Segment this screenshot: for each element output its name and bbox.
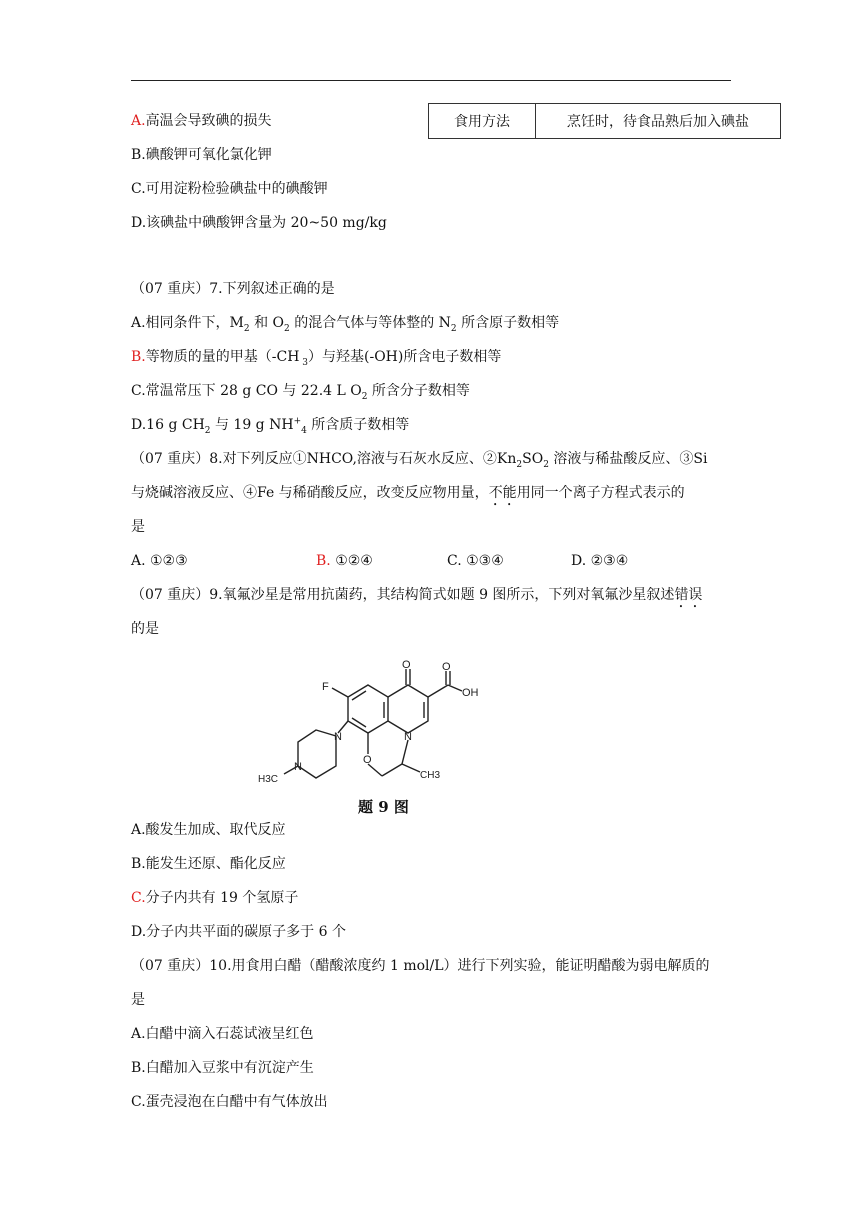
q6-option-a: A.高温会导致碘的损失 [131,113,272,129]
q6-option-c: C.可用淀粉检验碘盐中的碘酸钾 [131,181,328,197]
table-value-cell: 烹饪时，待食品熟后加入碘盐 [536,104,781,139]
atom-label-n-right: N [404,731,412,743]
q7-option-c: C.常温常压下 28 g CO 与 22.4 L $O_2$ 所含分子数相等 [131,383,470,402]
q7-option-d: D.16 g $CH_2$ 与 19 g $NH^+_4$ 所含质子数相等 [131,416,410,436]
atom-label-oh: OH [462,687,479,699]
atom-label-h3c: H3C [258,774,279,785]
q9-stem-line1: （07 重庆）9.氧氟沙星是常用抗菌药，其结构简式如题 9 图所示，下列对氧氟沙星叙述错误 [131,587,703,603]
q8-stem-line2: 与烧碱溶液反应、④Fe 与稀硝酸反应，改变反应物用量，不能用同一个离子方程式表示的 [131,485,685,501]
iodized-salt-table [428,103,781,139]
q7-option-b: B.等物质的量的甲基（-CH $_3$）与羟基(-OH)所含电子数相等 [131,349,502,368]
q10-stem-line1: （07 重庆）10.用食用白醋（醋酸浓度约 1 mol/L）进行下列实验，能证明醋酸为弱电解质的 [131,958,710,974]
q9-option-d: D.分子内共平面的碳原子多于 6 个 [131,924,346,940]
atom-label-ch3: CH3 [420,770,441,781]
q10-stem-line2: 是 [131,992,145,1008]
q7-option-a: A.相同条件下，$M_2$ 和 $O_2$ 的混合气体与等体整的 $N_2$ 所含原子数相等 [131,315,560,334]
q6-option-b: B.碘酸钾可氧化氯化钾 [131,147,272,163]
q8-option-a: A. ①②③ [131,553,188,569]
ofloxacin-structure-figure [258,660,508,822]
q8-option-c: C. ①③④ [447,553,504,569]
answer-mark: B. [316,553,331,569]
atom-label-f: F [322,681,329,693]
q10-option-c: C.蛋壳浸泡在白醋中有气体放出 [131,1094,328,1110]
q9-stem-line2: 的是 [131,621,159,637]
emphasis-not: 不能 [488,485,517,501]
atom-label-o-acid: O [442,661,451,673]
q6-option-d: D.该碘盐中碘酸钾含量为 20~50 mg/kg [131,215,387,231]
q9-option-b: B.能发生还原、酯化反应 [131,856,286,872]
structure-bonds [284,669,462,778]
table-label-cell: 食用方法 [429,104,536,139]
atom-label-n-pip-bottom: N [294,761,302,773]
q8-option-b: B. ①②④ [316,553,373,569]
atom-label-o-ring: O [363,754,372,766]
answer-mark: A. [131,113,146,129]
q8-option-d: D. ②③④ [571,553,629,569]
answer-mark: B. [131,349,146,365]
atom-label-o-top: O [402,660,411,671]
q7-stem: （07 重庆）7.下列叙述正确的是 [131,281,335,297]
q10-option-a: A.白醋中滴入石蕊试液呈红色 [131,1026,314,1042]
q9-option-a: A.酸发生加成、取代反应 [131,822,286,838]
figure-caption: 题 9 图 [358,798,409,816]
q9-option-c: C.分子内共有 19 个氢原子 [131,890,299,906]
q8-stem-line3: 是 [131,519,145,535]
answer-mark: C. [131,890,146,906]
q8-stem-line1: （07 重庆）8.对下列反应①NHCO,溶液与石灰水反应、$②Kn_2SO_2$ 溶液与稀盐酸反应、③Si [131,451,708,470]
header-rule [131,80,731,81]
atom-label-n-pip-top: N [334,731,342,743]
emphasis-wrong: 错误 [674,587,703,603]
q10-option-b: B.白醋加入豆浆中有沉淀产生 [131,1060,314,1076]
